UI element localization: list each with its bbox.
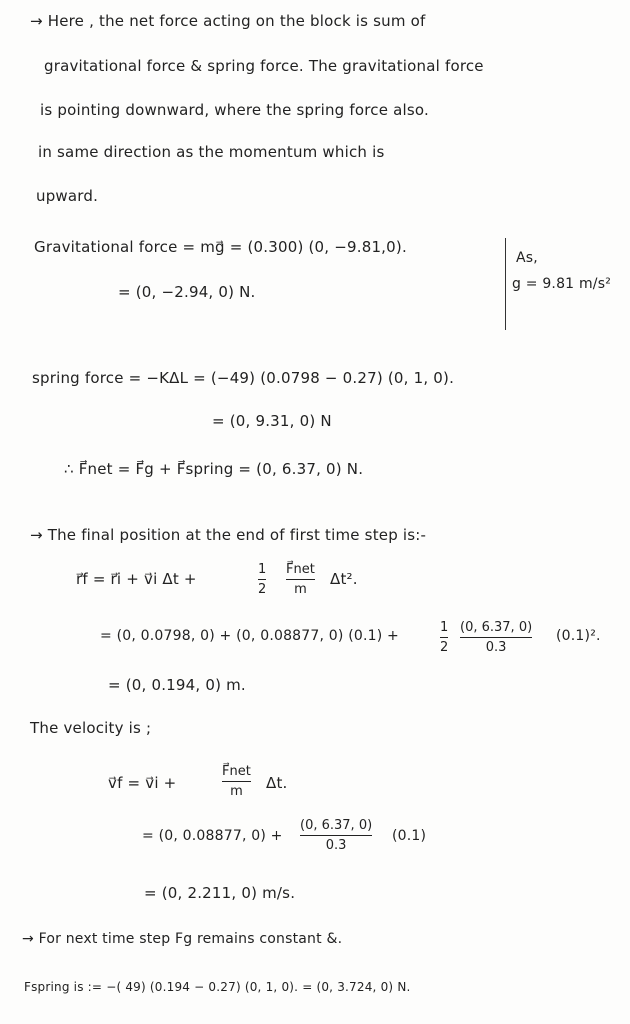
fraction-numerator: F⃗net — [286, 562, 315, 577]
final-position-heading: → The final position at the end of first time step is:- — [30, 526, 427, 544]
text-line-4: in same direction as the momentum which is — [38, 143, 385, 161]
fraction-bar — [460, 637, 532, 638]
position-formula-left: r⃗f = r⃗i + v⃗i Δt + — [76, 570, 197, 588]
next-step-note: → For next time step Fg remains constant &. — [22, 931, 343, 947]
spring-force-next-step: Fspring is := −( 49) (0.194 − 0.27) (0, 1, 0). = (0, 3.724, 0) N. — [24, 980, 411, 994]
position-formula-fnet-over-m — [286, 562, 315, 597]
text-line-5: upward. — [36, 187, 99, 205]
gravitational-force-equation: Gravitational force = mg⃗ = (0.300) (0, −9.81,0). — [34, 238, 407, 256]
spring-force-result: = (0, 9.31, 0) N — [212, 412, 332, 430]
text-line-3: is pointing downward, where the spring force also. — [40, 101, 429, 119]
velocity-formula-fnet-over-m — [222, 764, 251, 799]
final-position-result: = (0, 0.194, 0) m. — [108, 676, 246, 694]
velocity-heading: The velocity is ; — [30, 719, 152, 737]
fraction-denominator: 0.3 — [325, 838, 347, 853]
text-line-2: gravitational force & spring force. The gravitational force — [44, 57, 484, 75]
velocity-formula-dt: Δt. — [266, 774, 288, 792]
position-substitution-fnet-over-m — [460, 620, 532, 655]
velocity-substitution-fnet-over-m — [300, 818, 372, 853]
fraction-numerator: (0, 6.37, 0) — [300, 818, 373, 833]
side-note-g-value: g = 9.81 m/s² — [512, 276, 612, 292]
fraction-numerator: (0, 6.37, 0) — [460, 620, 533, 635]
net-force-equation: ∴ F⃗net = F⃗g + F⃗spring = (0, 6.37, 0) N. — [64, 460, 364, 478]
side-note-divider — [505, 238, 506, 330]
gravitational-force-result: = (0, −2.94, 0) N. — [118, 283, 256, 301]
side-note-as: As, — [516, 250, 538, 266]
fraction-denominator: 2 — [258, 582, 267, 597]
fraction-bar — [440, 637, 448, 638]
fraction-denominator: m — [230, 784, 243, 799]
fraction-denominator: 0.3 — [485, 640, 507, 655]
position-substitution-half — [440, 620, 448, 655]
fraction-bar — [286, 579, 315, 580]
position-substitution-dt: (0.1)². — [556, 628, 601, 644]
fraction-bar — [300, 835, 372, 836]
velocity-substitution: = (0, 0.08877, 0) + — [142, 828, 283, 844]
fraction-denominator: m — [294, 582, 307, 597]
fraction-bar — [222, 781, 251, 782]
position-formula-dt: Δt². — [330, 570, 358, 588]
final-velocity-result: = (0, 2.211, 0) m/s. — [144, 884, 296, 902]
spring-force-equation: spring force = −KΔL = (−49) (0.0798 − 0.27) (0, 1, 0). — [32, 369, 455, 387]
velocity-formula-left: v⃗f = v⃗i + — [108, 774, 177, 792]
fraction-numerator: F⃗net — [222, 764, 251, 779]
fraction-numerator: 1 — [440, 620, 449, 635]
velocity-substitution-dt: (0.1) — [392, 828, 427, 844]
fraction-bar — [258, 579, 266, 580]
position-substitution: = (0, 0.0798, 0) + (0, 0.08877, 0) (0.1) + — [100, 628, 399, 644]
position-formula-half — [258, 562, 266, 597]
fraction-denominator: 2 — [440, 640, 449, 655]
text-line-1: → Here , the net force acting on the block is sum of — [30, 12, 426, 30]
fraction-numerator: 1 — [258, 562, 267, 577]
